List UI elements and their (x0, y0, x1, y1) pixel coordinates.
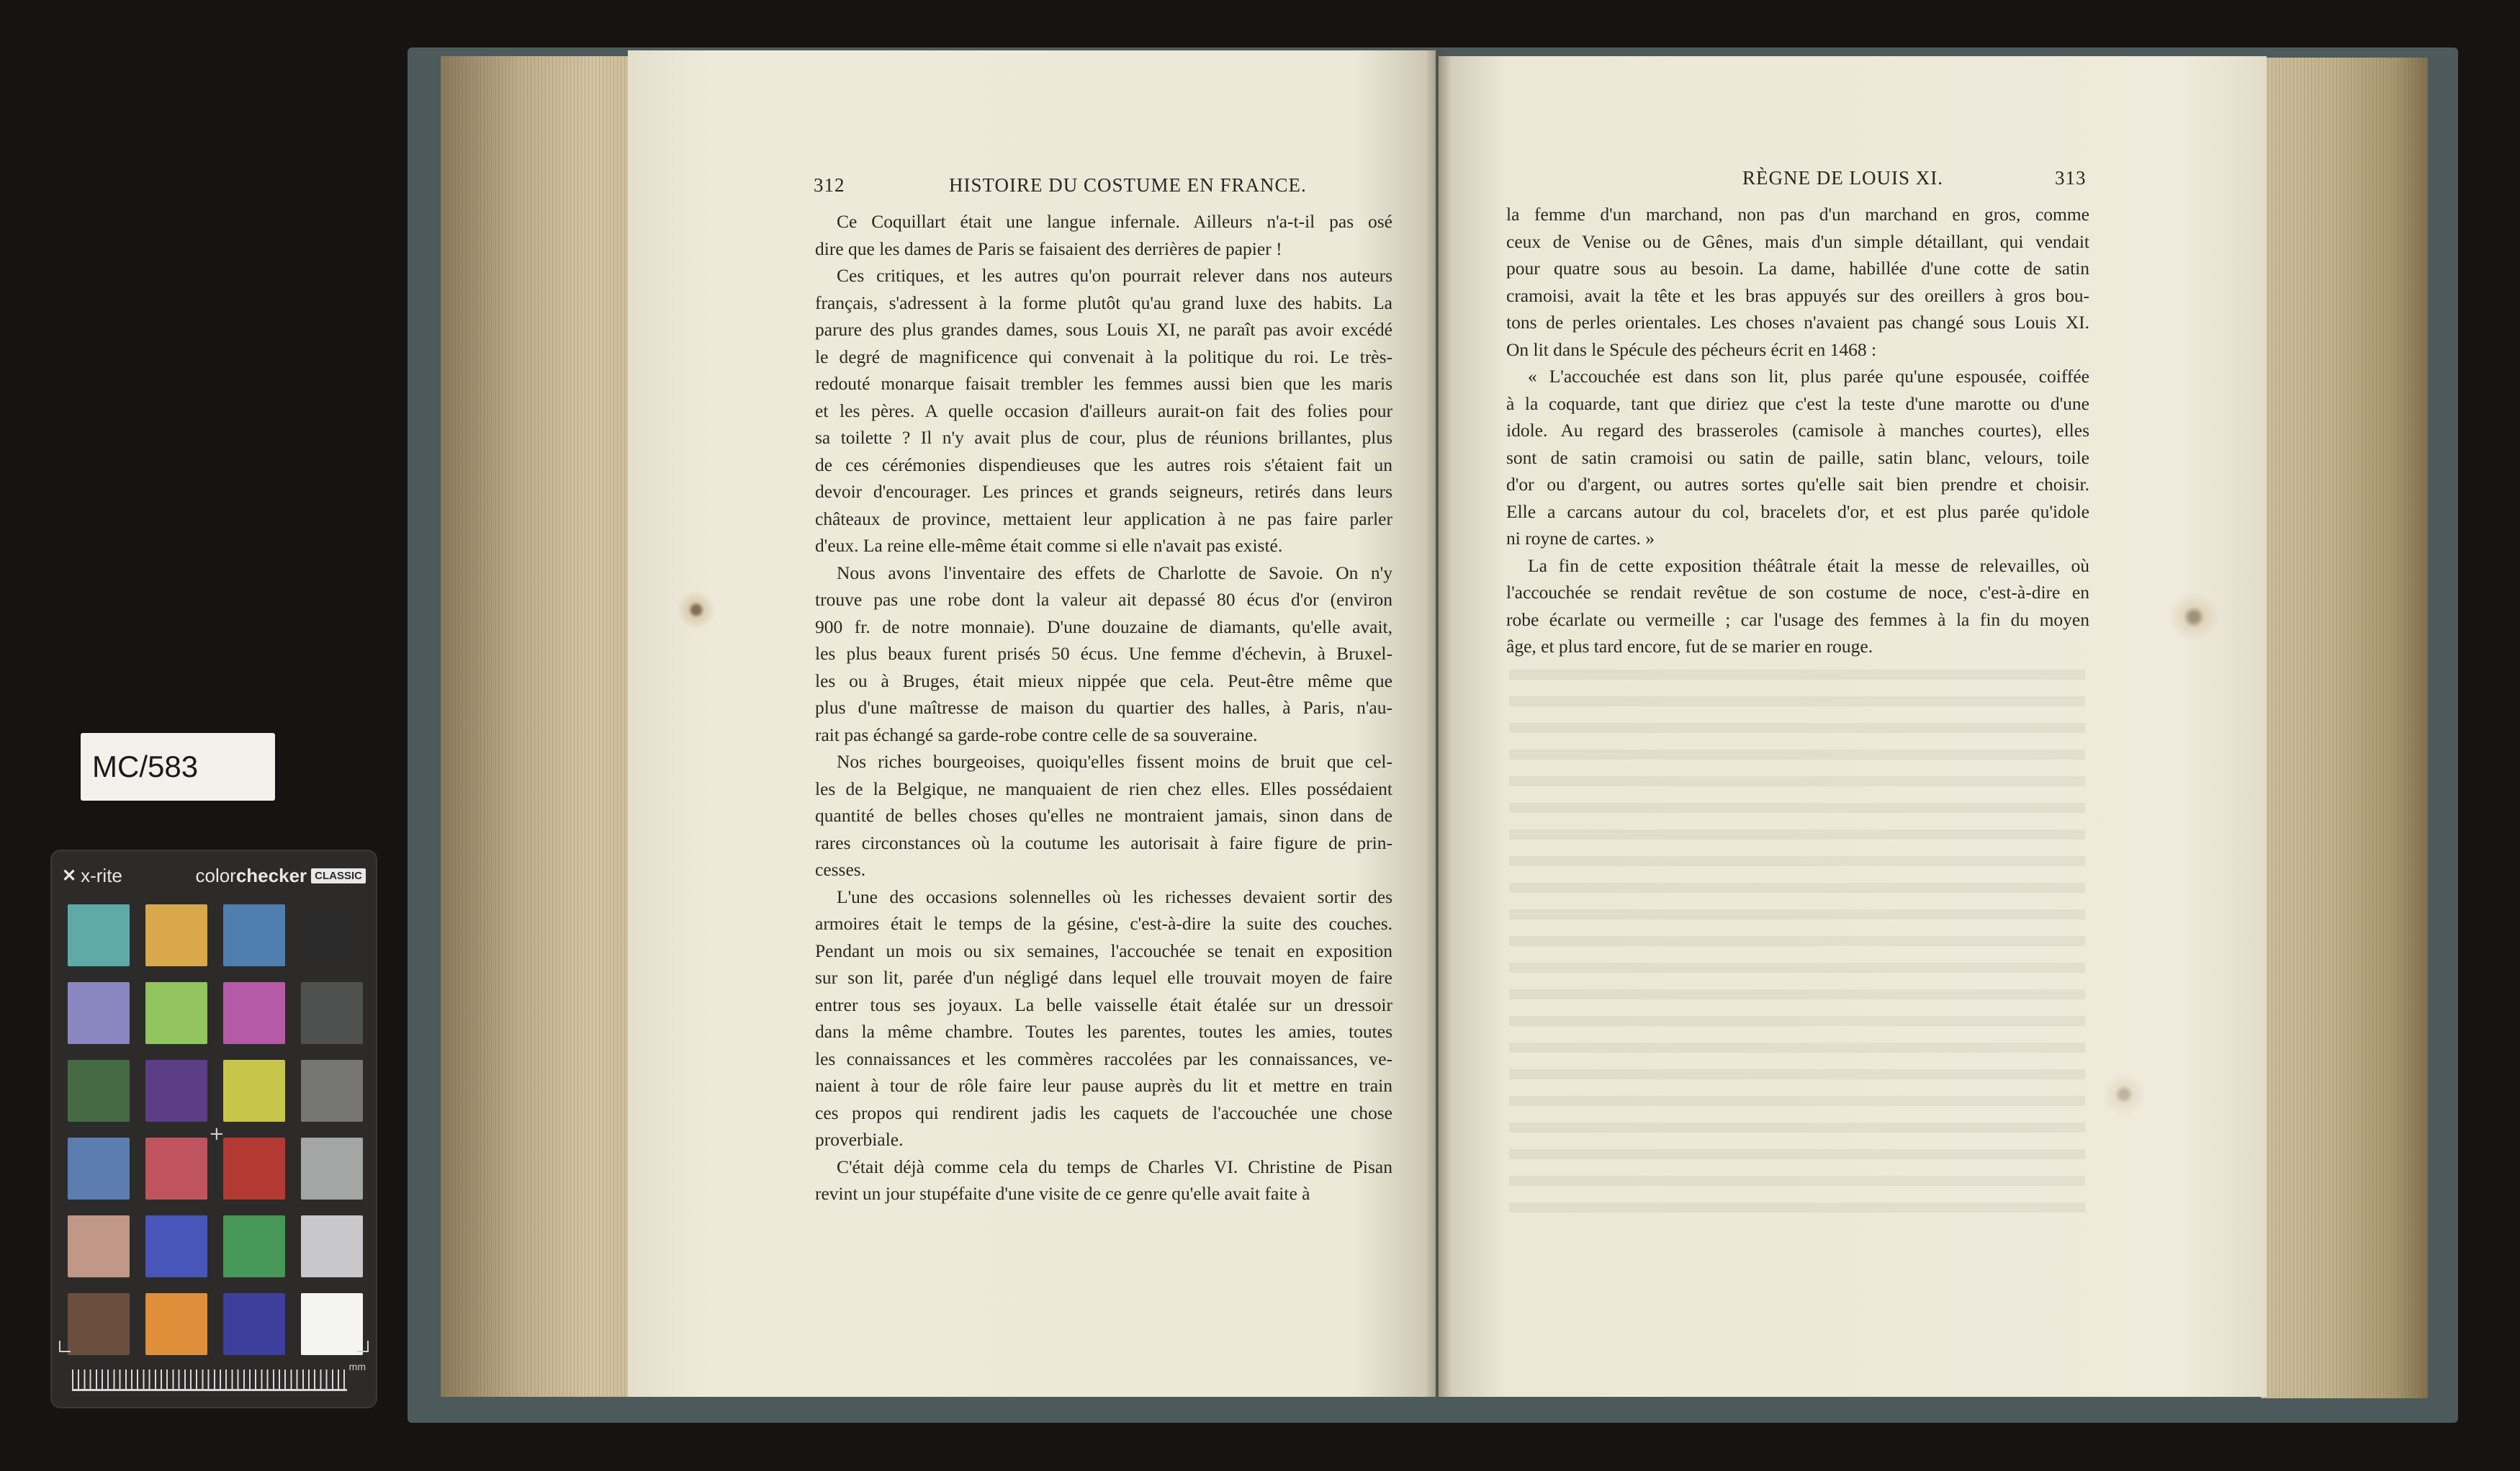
colorchecker-brand (195, 865, 366, 887)
right-page-number: 313 (2055, 167, 2087, 189)
brand-light: color (195, 864, 236, 886)
show-through-text (1509, 670, 2085, 1217)
text-line: naient à tour de rôle faire leur pause auprès du lit et mettre en train (815, 1075, 1392, 1096)
book-gutter (1426, 50, 1452, 1397)
ruler-unit: mm (348, 1361, 366, 1372)
text-line: sont de satin cramoisi ou satin de paille, satin blanc, velours, toile (1506, 446, 2089, 468)
color-patch (145, 904, 207, 966)
left-page-edges (441, 56, 642, 1397)
color-patch (223, 982, 285, 1044)
text-line: les plus beaux furent prisés 50 écus. Une femme d'échevin, à Bruxel- (815, 643, 1392, 664)
text-line: rares circonstances où la coutume les autorisait à faire figure de prin- (815, 832, 1392, 853)
color-patch (301, 1293, 363, 1355)
text-line: Elle a carcans autour du col, bracelets d'or, et est plus parée qu'idole (1506, 500, 2089, 522)
color-patch (223, 1138, 285, 1200)
text-line: la femme d'un marchand, non pas d'un marchand en gros, comme (1506, 204, 2089, 225)
right-page-edges (2261, 58, 2428, 1398)
text-line: proverbiale. (815, 1129, 904, 1150)
color-patch (145, 1293, 207, 1355)
color-patch (223, 1215, 285, 1277)
color-patch (223, 904, 285, 966)
color-patch (301, 982, 363, 1044)
text-line: quantité de belles choses qu'elles ne montraient jamais, sinon dans de (815, 805, 1392, 826)
text-line: tons de perles orientales. Les choses n'avaient pas changé sous Louis XI. (1506, 312, 2089, 333)
color-checker-card (50, 850, 377, 1408)
color-patch (145, 1060, 207, 1122)
color-patch (68, 1215, 130, 1277)
left-page-number: 312 (814, 174, 845, 196)
text-line: L'une des occasions solennelles où les richesses devaient sortir des (837, 886, 1392, 907)
right-running-head: RÈGNE DE LOUIS XI. (1742, 167, 1943, 189)
color-patch (301, 1138, 363, 1200)
color-patch (145, 1138, 207, 1200)
text-line: âge, et plus tard encore, fut de se marier en rouge. (1506, 636, 1873, 657)
left-page-body (815, 208, 1392, 1207)
text-line: ces propos qui rendirent jadis les caquets de l'accouchée une chose (815, 1102, 1392, 1123)
mm-ruler (72, 1369, 347, 1391)
foxing-spot (677, 590, 716, 629)
foxing-spot (2102, 1073, 2146, 1116)
shelfmark-text: MC/583 (92, 750, 199, 783)
text-line: d'or ou d'argent, ou autres sortes qu'elle sait bien prendre et choisir. (1506, 474, 2089, 495)
text-line: Ce Coquillart était une langue infernale. Ailleurs n'a-t-il pas osé (837, 211, 1392, 232)
color-patch (223, 1293, 285, 1355)
foxing-spot (2169, 592, 2219, 642)
color-patch (301, 904, 363, 966)
color-patch (68, 904, 130, 966)
text-line: C'était déjà comme cela du temps de Charles VI. Christine de Pisan (837, 1156, 1392, 1177)
text-line: cesses. (815, 859, 866, 880)
text-line: revint un jour stupéfaite d'une visite de ce genre qu'elle avait faite à (815, 1183, 1310, 1204)
text-line: Ces critiques, et les autres qu'on pourrait relever dans nos auteurs (837, 265, 1392, 286)
color-patch (223, 1060, 285, 1122)
text-line: plus d'une maîtresse de maison du quartier des halles, à Paris, n'au- (815, 697, 1392, 718)
text-line: sa toilette ? Il n'y avait plus de cour, plus de réunions brillantes, plus (815, 427, 1392, 448)
text-line: sur son lit, parée d'un négligé dans lequel elle trouvait moyen de faire (815, 967, 1392, 988)
color-patch (68, 982, 130, 1044)
text-line: les connaissances et les commères raccolées par les connaissances, ve- (815, 1048, 1392, 1069)
text-line: pour quatre sous au besoin. La dame, habillée d'une cotte de satin (1506, 258, 2089, 279)
text-line: devoir d'encourager. Les princes et grands seigneurs, retirés dans leurs (815, 481, 1392, 502)
corner-mark-icon (59, 1341, 71, 1352)
text-line: robe écarlate ou vermeille ; car l'usage des femmes à la fin du moyen (1506, 608, 2089, 630)
text-line: Nous avons l'inventaire des effets de Charlotte de Savoie. On n'y (837, 562, 1392, 583)
text-line: le degré de magnificence qui convenait à la politique du roi. Le très- (815, 346, 1392, 367)
text-line: redouté monarque faisait trembler les femmes aussi bien que les maris (815, 373, 1392, 394)
text-line: dire que les dames de Paris se faisaient des derrières de papier ! (815, 238, 1282, 259)
left-running-head: HISTOIRE DU COSTUME EN FRANCE. (949, 174, 1307, 196)
text-line: à la coquarde, tant que diriez que c'est la teste d'une marotte ou d'une (1506, 392, 2089, 414)
text-line: La fin de cette exposition théâtrale était la messe de relevailles, où (1528, 554, 2089, 576)
text-line: de ces cérémonies dispendieuses que les autres rois s'étaient fait un (815, 454, 1392, 475)
text-line: l'accouchée se rendait revêtue de son costume de noce, c'est-à-dire en (1506, 582, 2089, 603)
text-line: cramoisi, avait la tête et les bras appuyés sur des oreillers à gros bou- (1506, 284, 2089, 306)
text-line: et les pères. A quelle occasion d'ailleurs aurait-on fait des folies pour (815, 400, 1392, 421)
text-line: entrer tous ses joyaux. La belle vaisselle était étalée sur un dressoir (815, 994, 1392, 1015)
right-page-body (1506, 201, 2089, 660)
text-line: 900 fr. de notre monnaie). D'une douzaine de diamants, qu'elle avait, (815, 616, 1392, 637)
xrite-logo (62, 865, 122, 887)
color-checker-header (62, 861, 366, 890)
text-line: rait pas échangé sa garde-robe contre celle de sa souveraine. (815, 724, 1258, 745)
color-patch (145, 982, 207, 1044)
text-line: les de la Belgique, ne manquaient de rien chez elles. Elles possédaient (815, 778, 1392, 799)
text-line: d'eux. La reine elle-même était comme si elle n'avait pas existé. (815, 535, 1283, 556)
text-line: les ou à Bruges, était mieux nippée que cela. Peut-être même que (815, 670, 1392, 691)
text-line: ni royne de cartes. » (1506, 528, 1655, 549)
text-line: parure des plus grandes dames, sous Louis XI, ne paraît pas avoir excédé (815, 319, 1392, 340)
text-line: français, s'adressent à la forme plutôt qu'au grand luxe des habits. La (815, 292, 1392, 313)
text-line: dans la même chambre. Toutes les parentes, toutes les amies, toutes (815, 1021, 1392, 1042)
text-line: Pendant un mois ou six semaines, l'accouchée se tenait en exposition (815, 940, 1392, 961)
color-patch (68, 1138, 130, 1200)
edition-badge: CLASSIC (311, 868, 366, 883)
color-patch (301, 1060, 363, 1122)
text-line: Nos riches bourgeoises, quoiqu'elles fissent moins de bruit que cel- (837, 751, 1392, 772)
text-line: armoires était le temps de la gésine, c'est-à-dire la suite des couches. (815, 913, 1392, 934)
crosshair-icon: + (209, 1123, 225, 1145)
text-line: « L'accouchée est dans son lit, plus parée qu'une espousée, coiffée (1528, 366, 2089, 387)
text-line: châteaux de province, mettaient leur application à ne pas faire parler (815, 508, 1392, 529)
color-patch (301, 1215, 363, 1277)
color-patch (145, 1215, 207, 1277)
shelfmark-label (81, 733, 275, 801)
brand-bold: checker (235, 864, 307, 886)
xrite-mark-icon: ✕ (62, 865, 77, 886)
color-patch (68, 1060, 130, 1122)
text-line: On lit dans le Spécule des pécheurs écrit en 1468 : (1506, 338, 1877, 360)
text-line: idole. Au regard des brasseroles (camisole à manches courtes), elles (1506, 420, 2089, 441)
corner-mark-icon (357, 1341, 369, 1352)
text-line: trouve pas une robe dont la valeur ait depassé 80 écus d'or (environ (815, 589, 1392, 610)
color-patch (68, 1293, 130, 1355)
xrite-logo-text: x-rite (81, 864, 122, 886)
text-line: ceux de Venise ou de Gênes, mais d'un simple détaillant, qui vendait (1506, 230, 2089, 252)
